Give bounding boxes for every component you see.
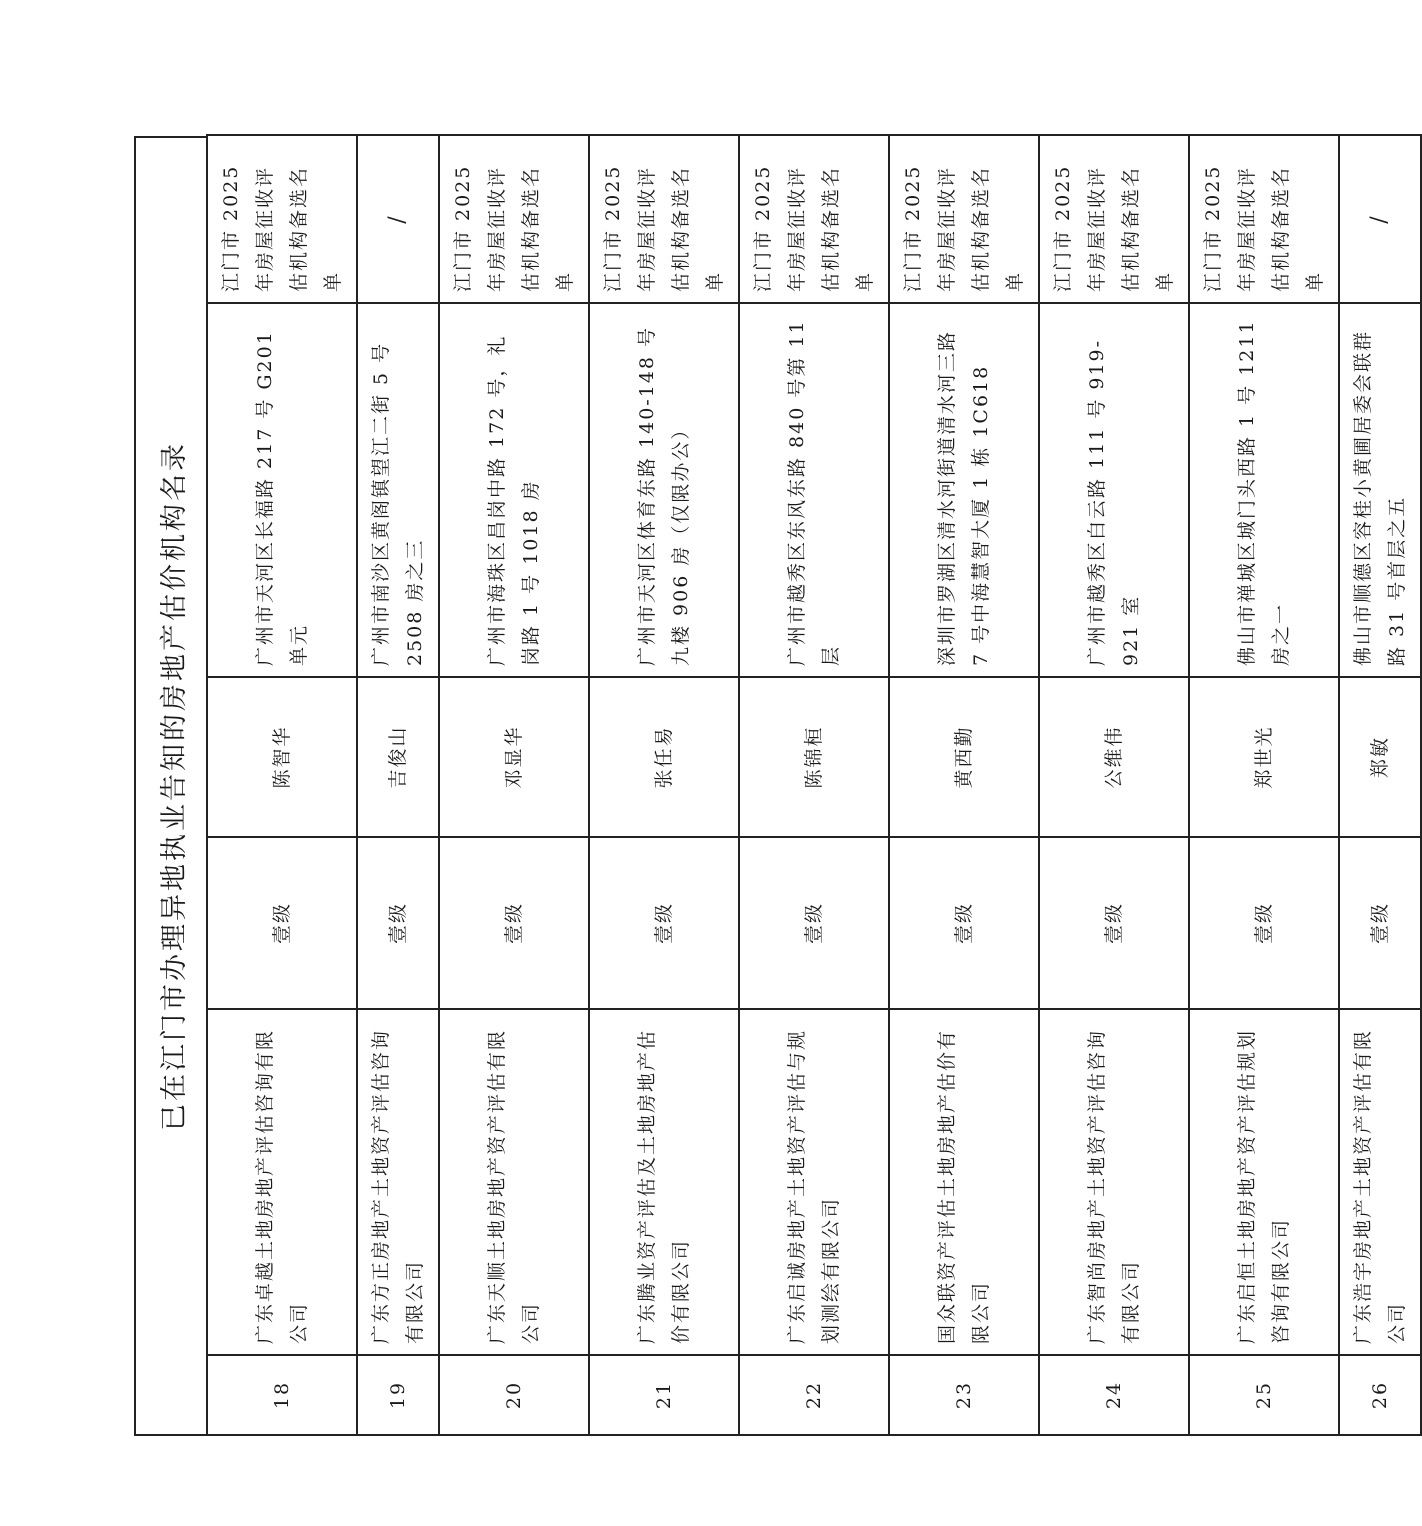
legal-representative-cell: 吉俊山 bbox=[357, 677, 439, 837]
remark-cell: 江门市 2025 年房屋征收评估机构备选名单 bbox=[1039, 135, 1189, 303]
qualification-level-cell: 壹级 bbox=[207, 837, 357, 1009]
qualification-level-cell: 壹级 bbox=[1189, 837, 1339, 1009]
company-name-cell: 广东启恒土地房地产资产评估规划咨询有限公司 bbox=[1189, 1009, 1339, 1355]
company-name-cell: 广东浩宇房地产土地资产评估有限公司 bbox=[1339, 1009, 1421, 1355]
registered-address-cell: 广州市南沙区黄阁镇望江二街 5 号 2508 房之三 bbox=[357, 303, 439, 677]
company-name-cell: 国众联资产评估土地房地产估价有限公司 bbox=[889, 1009, 1039, 1355]
table-row bbox=[439, 135, 589, 1435]
company-name-cell: 广东启诚房地产土地资产评估与规划测绘有限公司 bbox=[739, 1009, 889, 1355]
remark-cell: 江门市 2025 年房屋征收评估机构备选名单 bbox=[439, 135, 589, 303]
qualification-level-cell: 壹级 bbox=[439, 837, 589, 1009]
legal-representative-cell: 邓显华 bbox=[439, 677, 589, 837]
table-row bbox=[1039, 135, 1189, 1435]
registered-address-cell: 广州市海珠区昌岗中路 172 号，礼岗路 1 号 1018 房 bbox=[439, 303, 589, 677]
legal-representative-cell: 黄西勤 bbox=[889, 677, 1039, 837]
table-row bbox=[357, 135, 439, 1435]
row-number-cell: 25 bbox=[1189, 1355, 1339, 1435]
legal-representative-cell: 陈锦桓 bbox=[739, 677, 889, 837]
company-name-cell: 广东腾业资产评估及土地房地产估价有限公司 bbox=[589, 1009, 739, 1355]
rotated-table-block bbox=[134, 136, 1408, 1436]
table-row bbox=[207, 135, 357, 1435]
legal-representative-cell: 公维伟 bbox=[1039, 677, 1189, 837]
row-number-cell: 24 bbox=[1039, 1355, 1189, 1435]
table-row bbox=[889, 135, 1039, 1435]
legal-representative-cell: 张任易 bbox=[589, 677, 739, 837]
remark-cell: 江门市 2025 年房屋征收评估机构备选名单 bbox=[739, 135, 889, 303]
registered-address-cell: 广州市天河区体育东路 140-148 号九楼 906 房（仅限办公） bbox=[589, 303, 739, 677]
legal-representative-cell: 陈智华 bbox=[207, 677, 357, 837]
table-row bbox=[589, 135, 739, 1435]
qualification-level-cell: 壹级 bbox=[1339, 837, 1421, 1009]
qualification-level-cell: 壹级 bbox=[357, 837, 439, 1009]
company-name-cell: 广东卓越土地房地产评估咨询有限公司 bbox=[207, 1009, 357, 1355]
qualification-level-cell: 壹级 bbox=[739, 837, 889, 1009]
legal-representative-cell: 郑敏 bbox=[1339, 677, 1421, 837]
qualification-level-cell: 壹级 bbox=[889, 837, 1039, 1009]
remark-cell: 江门市 2025 年房屋征收评估机构备选名单 bbox=[889, 135, 1039, 303]
row-number-cell: 23 bbox=[889, 1355, 1039, 1435]
remark-cell: 江门市 2025 年房屋征收评估机构备选名单 bbox=[207, 135, 357, 303]
remark-cell: 江门市 2025 年房屋征收评估机构备选名单 bbox=[1189, 135, 1339, 303]
remark-cell: 江门市 2025 年房屋征收评估机构备选名单 bbox=[589, 135, 739, 303]
row-number-cell: 19 bbox=[357, 1355, 439, 1435]
registered-address-cell: 佛山市禅城区城门头西路 1 号 1211 房之一 bbox=[1189, 303, 1339, 677]
agency-table bbox=[206, 134, 1422, 1436]
row-number-cell: 26 bbox=[1339, 1355, 1421, 1435]
row-number-cell: 21 bbox=[589, 1355, 739, 1435]
company-name-cell: 广东天顺土地房地产资产评估有限公司 bbox=[439, 1009, 589, 1355]
legal-representative-cell: 郑世光 bbox=[1189, 677, 1339, 837]
registered-address-cell: 广州市天河区长福路 217 号 G201 单元 bbox=[207, 303, 357, 677]
remark-cell: / bbox=[1339, 135, 1421, 303]
registered-address-cell: 佛山市顺德区容桂小黄圃居委会联群路 31 号首层之五 bbox=[1339, 303, 1421, 677]
row-number-cell: 18 bbox=[207, 1355, 357, 1435]
company-name-cell: 广东智尚房地产土地资产评估咨询有限公司 bbox=[1039, 1009, 1189, 1355]
table-row bbox=[739, 135, 889, 1435]
registered-address-cell: 深圳市罗湖区清水河街道清水河三路 7 号中海慧智大厦 1 栋 1C618 bbox=[889, 303, 1039, 677]
table-row bbox=[1339, 135, 1421, 1435]
table-row bbox=[1189, 135, 1339, 1435]
registered-address-cell: 广州市越秀区白云路 111 号 919-921 室 bbox=[1039, 303, 1189, 677]
table-title: 已在江门市办理异地执业告知的房地产估价机构名录 bbox=[134, 136, 208, 1436]
registered-address-cell: 广州市越秀区东风东路 840 号第 11 层 bbox=[739, 303, 889, 677]
qualification-level-cell: 壹级 bbox=[1039, 837, 1189, 1009]
qualification-level-cell: 壹级 bbox=[589, 837, 739, 1009]
company-name-cell: 广东方正房地产土地资产评估咨询有限公司 bbox=[357, 1009, 439, 1355]
row-number-cell: 20 bbox=[439, 1355, 589, 1435]
remark-cell: / bbox=[357, 135, 439, 303]
row-number-cell: 22 bbox=[739, 1355, 889, 1435]
